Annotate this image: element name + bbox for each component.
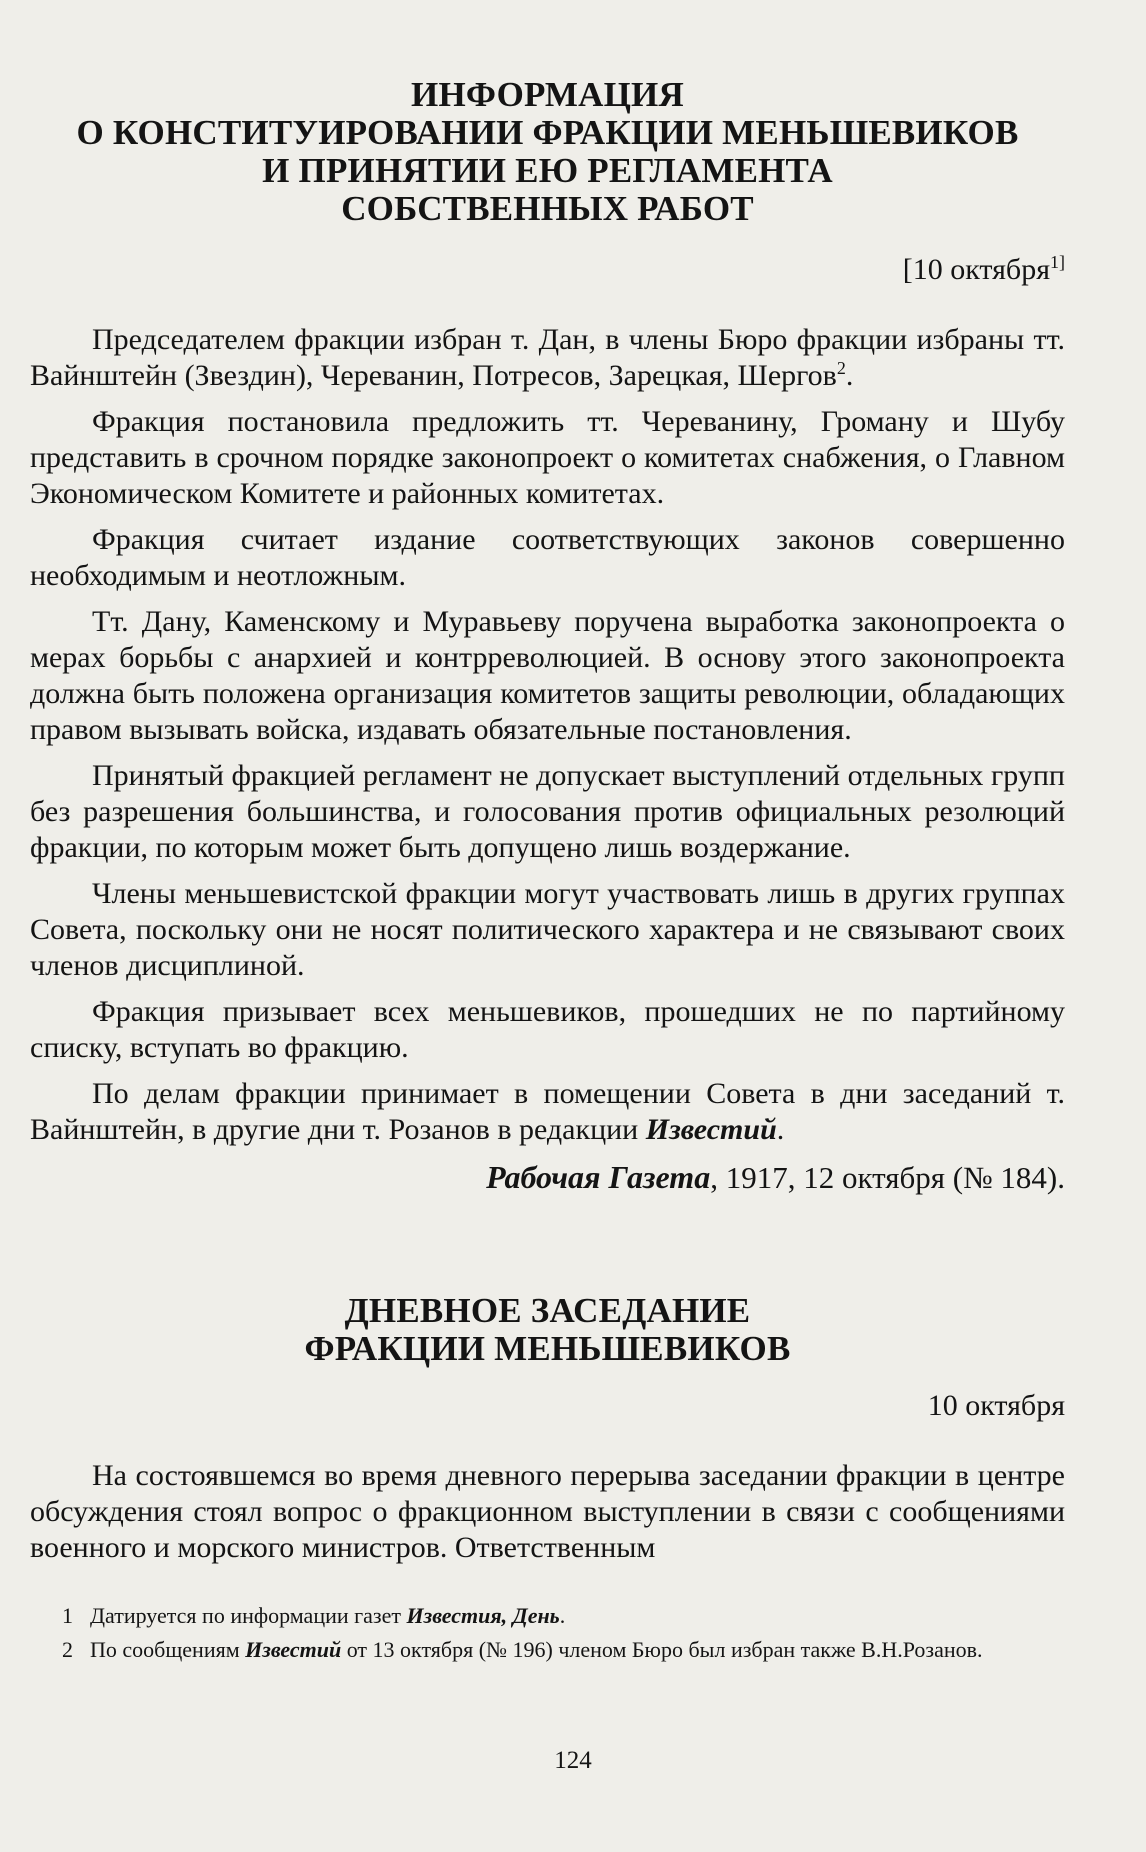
doc1-paragraph: Тт. Дану, Каменскому и Муравьеву поручена выработка законопроекта о мерах борьбы с анархией и контрреволюцией. В основу этого законопроекта должна быть положена организация комитетов защиты революции, обладающих правом вызывать войска, издавать обязательные постановления. xyxy=(30,605,1065,746)
doc1-title-line: СОБСТВЕННЫХ РАБОТ xyxy=(341,189,754,228)
doc2-title xyxy=(30,1292,1065,1368)
doc1-date: [10 октября$^{1]}$ xyxy=(902,252,1065,286)
newspaper-name: Известия, День xyxy=(406,1603,560,1628)
doc1-title-line: И ПРИНЯТИИ ЕЮ РЕГЛАМЕНТА xyxy=(262,151,833,190)
newspaper-name: Известий xyxy=(245,1637,342,1662)
footnote-ref: 2 xyxy=(836,358,846,378)
doc1-paragraph: Фракция постановила предложить тт. Череванину, Громану и Шубу представить в срочном порядке законопроект о комитетах снабжения, о Главном Экономическом Комитете и районных комитетах. xyxy=(30,405,1065,510)
footnote-ref: 1] xyxy=(1050,252,1065,272)
doc1-paragraph: Фракция призывает всех меньшевиков, прошедших не по партийному списку, вступать во фракцию. xyxy=(30,995,1065,1064)
footnote-1: 1 Датируется по информации газет Известия, День. xyxy=(62,1603,566,1628)
doc1-title-line: О КОНСТИТУИРОВАНИИ ФРАКЦИИ МЕНЬШЕВИКОВ xyxy=(76,113,1019,152)
doc2-title-line: ФРАКЦИИ МЕНЬШЕВИКОВ xyxy=(304,1329,791,1368)
doc2-section xyxy=(30,1292,1065,1576)
doc1-section xyxy=(30,76,1065,1197)
page-number: 124 xyxy=(554,1747,592,1774)
doc1-source: Рабочая Газета, 1917, 12 октября (№ 184). xyxy=(486,1159,1065,1195)
doc1-title-line: ИНФОРМАЦИЯ xyxy=(411,75,684,114)
doc1-title xyxy=(30,76,1065,228)
doc2-date: 10 октября xyxy=(927,1389,1065,1422)
footnote-2: 2 По сообщениям Известий от 13 октября (№ 196) членом Бюро был избран также В.Н.Розанов. xyxy=(62,1637,983,1662)
newspaper-name: Известий xyxy=(645,1113,777,1146)
doc2-paragraph: На состоявшемся во время дневного перерыва заседании фракции в центре обсуждения стоял вопрос о фракционном выступлении в связи с сообщениями военного и морского министров. Ответственным xyxy=(30,1459,1065,1564)
doc1-paragraph: Члены меньшевистской фракции могут участвовать лишь в других группах Совета, поскольку они не носят политического характера и не связывают своих членов дисциплиной. xyxy=(30,877,1065,982)
doc2-title-line: ДНЕВНОЕ ЗАСЕДАНИЕ xyxy=(344,1291,751,1330)
doc1-paragraph: Председателем фракции избран т. Дан, в члены Бюро фракции избраны тт. Вайнштейн (Звездин), Череванин, Потресов, Зарецкая, Шергов$^2$. xyxy=(30,323,1065,392)
newspaper-name: Рабочая Газета xyxy=(486,1159,711,1195)
doc1-paragraph: По делам фракции принимает в помещении Совета в дни заседаний т. Вайнштейн, в другие дни т. Розанов в редакции Известий. xyxy=(30,1077,1065,1146)
doc1-paragraph: Фракция считает издание соответствующих законов совершенно необходимым и неотложным. xyxy=(30,523,1065,592)
doc1-paragraph: Принятый фракцией регламент не допускает выступлений отдельных групп без разрешения большинства, и голосования против официальных резолюций фракции, по которым может быть допущено лишь воздержание. xyxy=(30,759,1065,864)
